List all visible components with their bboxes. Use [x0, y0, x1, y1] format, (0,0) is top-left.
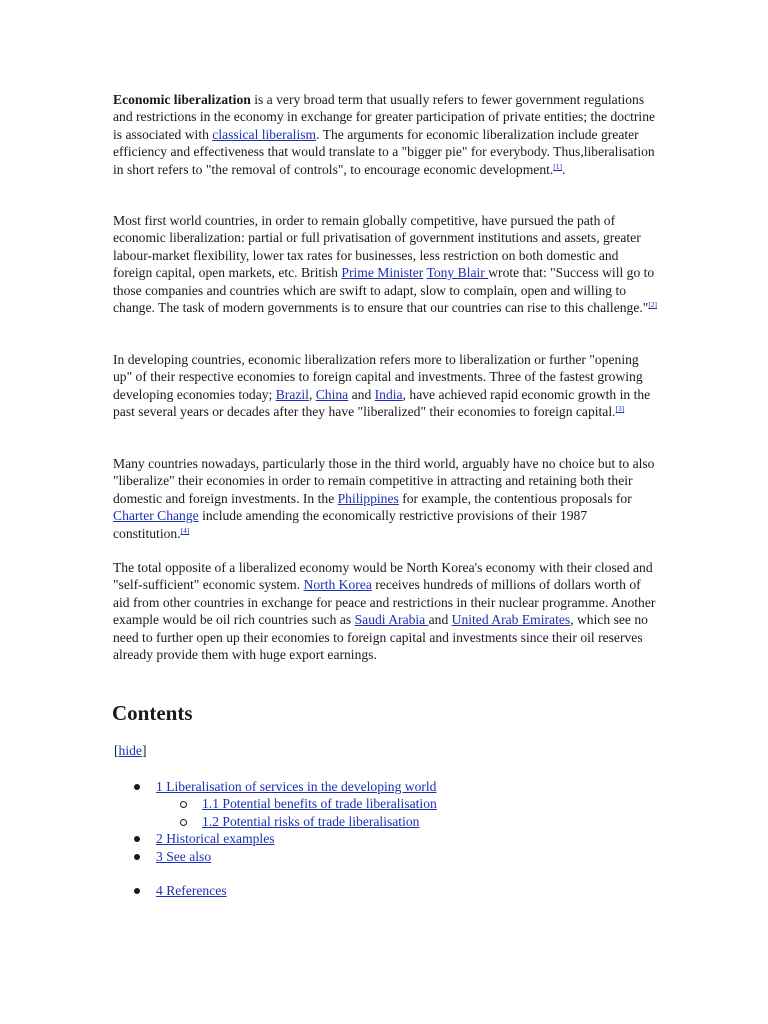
citation-3[interactable] [616, 404, 625, 413]
paragraph-text: and [348, 386, 375, 402]
paragraph-text: , have achieved rapid economic growth in the past several years or decades after they have "liberalized" their economies to foreign capital. [113, 386, 651, 420]
paragraph-text: In developing countries, economic liberalization refers more to liberalization or further "opening up" of their respective economies to foreign capital and investments. Three of the fastest growing developing economies today; [113, 352, 643, 402]
paragraph-text: for example, the contentious proposals for [398, 490, 632, 506]
paragraph-text: wrote that: "Success will go to those companies and countries which are swift to adapt, slow to complain, open and willing to change. The task of modern governments is to ensure that our countries can rise to this challenge." [113, 265, 655, 316]
paragraph-text: Many countries nowadays, particularly those in the third world, arguably have no choice but to also "liberalize" their economies in order to remain competitive in attracting and retaining both their domestic and foreign investments. In the [113, 456, 655, 506]
paragraph-first-world [113, 212, 658, 316]
citation-link[interactable]: [3] [615, 404, 625, 414]
citation-link[interactable]: [4] [180, 525, 190, 535]
paragraph-text: and [428, 612, 452, 628]
toc-toggle [114, 742, 146, 759]
link-china[interactable]: China [315, 386, 349, 402]
citation-4[interactable] [181, 526, 190, 535]
paragraph-third-world [113, 455, 658, 542]
paragraph-text: receives hundreds of millions of dollars worth of aid from other countries in exchange for peace and restrictions in their nuclear programme. Another example would be oil rich countries such as [113, 577, 656, 628]
citation-link[interactable]: [1] [553, 161, 563, 171]
paragraph-text: Most first world countries, in order to remain globally competitive, have pursued the path of economic liberalization: partial or full privatisation of government institutions and assets, greater labour-market flexibility, lower tax rates for businesses, less restriction on both domestic and foreign capital, open markets, etc. British [113, 213, 641, 281]
bullet-circle-icon [180, 819, 187, 826]
paragraph-text: . The arguments for economic liberalization include greater efficiency and effectiveness that would translate to a "bigger pie" for everybody. Thus,liberalisation in short refers to "the removal of controls", to encourage economic development. [113, 126, 655, 177]
toc-item-potential-benefits[interactable]: 1.1 Potential benefits of trade liberalisation [202, 796, 437, 811]
toc-item-see-also[interactable]: 3 See also [156, 849, 212, 864]
paragraph-text: include amending the economically restrictive provisions of their 1987 constitution. [113, 508, 588, 541]
link-north-korea[interactable]: North Korea [303, 577, 372, 593]
paragraph-text: . [562, 161, 566, 177]
paragraph-intro [113, 91, 658, 178]
paragraph-text: The total opposite of a liberalized economy would be North Korea's economy with their closed and "self-sufficient" economic system. [113, 560, 653, 593]
term-economic-liberalization: Economic liberalization [113, 92, 251, 107]
link-prime-minister[interactable]: Prime Minister [341, 265, 424, 281]
link-united-arab-emirates[interactable]: United Arab Emirates [451, 612, 571, 628]
bracket-open: [ [114, 743, 119, 758]
toc-item-references[interactable]: 4 References [156, 883, 227, 898]
link-saudi-arabia[interactable]: Saudi Arabia [354, 612, 429, 628]
citation-link[interactable]: [2] [648, 300, 658, 310]
contents-heading: Contents [112, 701, 193, 725]
bullet-disc-icon [134, 784, 140, 790]
bullet-disc-icon [134, 888, 140, 894]
bullet-circle-icon [180, 801, 187, 808]
toc-item-liberalisation-of-services[interactable]: 1 Liberalisation of services in the developing world [156, 779, 437, 794]
toc-item-potential-risks[interactable]: 1.2 Potential risks of trade liberalisation [202, 814, 420, 829]
link-brazil[interactable]: Brazil [275, 386, 309, 402]
toc-item-historical-examples[interactable]: 2 Historical examples [156, 831, 275, 846]
link-classical-liberalism[interactable]: classical liberalism [212, 126, 317, 142]
citation-1[interactable] [553, 162, 562, 171]
bullet-disc-icon [134, 836, 140, 842]
link-tony-blair[interactable]: Tony Blair [426, 265, 489, 281]
bracket-close: ] [141, 743, 147, 758]
link-philippines[interactable]: Philippines [337, 490, 399, 506]
paragraph-text: , [308, 386, 316, 402]
paragraph-text: , which see no need to further open up their economies to foreign capital and investments since their oil reserves already provide them with huge export earnings. [113, 612, 648, 663]
hide-toggle-link[interactable]: hide [118, 743, 142, 758]
paragraph-text: is a very broad term that usually refers to fewer government regulations and restrictions in the economy in exchange for greater participation of private entities; the doctrine is associated with [113, 92, 656, 142]
link-india[interactable]: India [374, 386, 403, 402]
link-charter-change[interactable]: Charter Change [113, 508, 199, 524]
paragraph-opposite [113, 559, 658, 663]
citation-2[interactable] [648, 300, 657, 309]
bullet-disc-icon [134, 854, 140, 860]
paragraph-developing-countries [113, 351, 658, 421]
